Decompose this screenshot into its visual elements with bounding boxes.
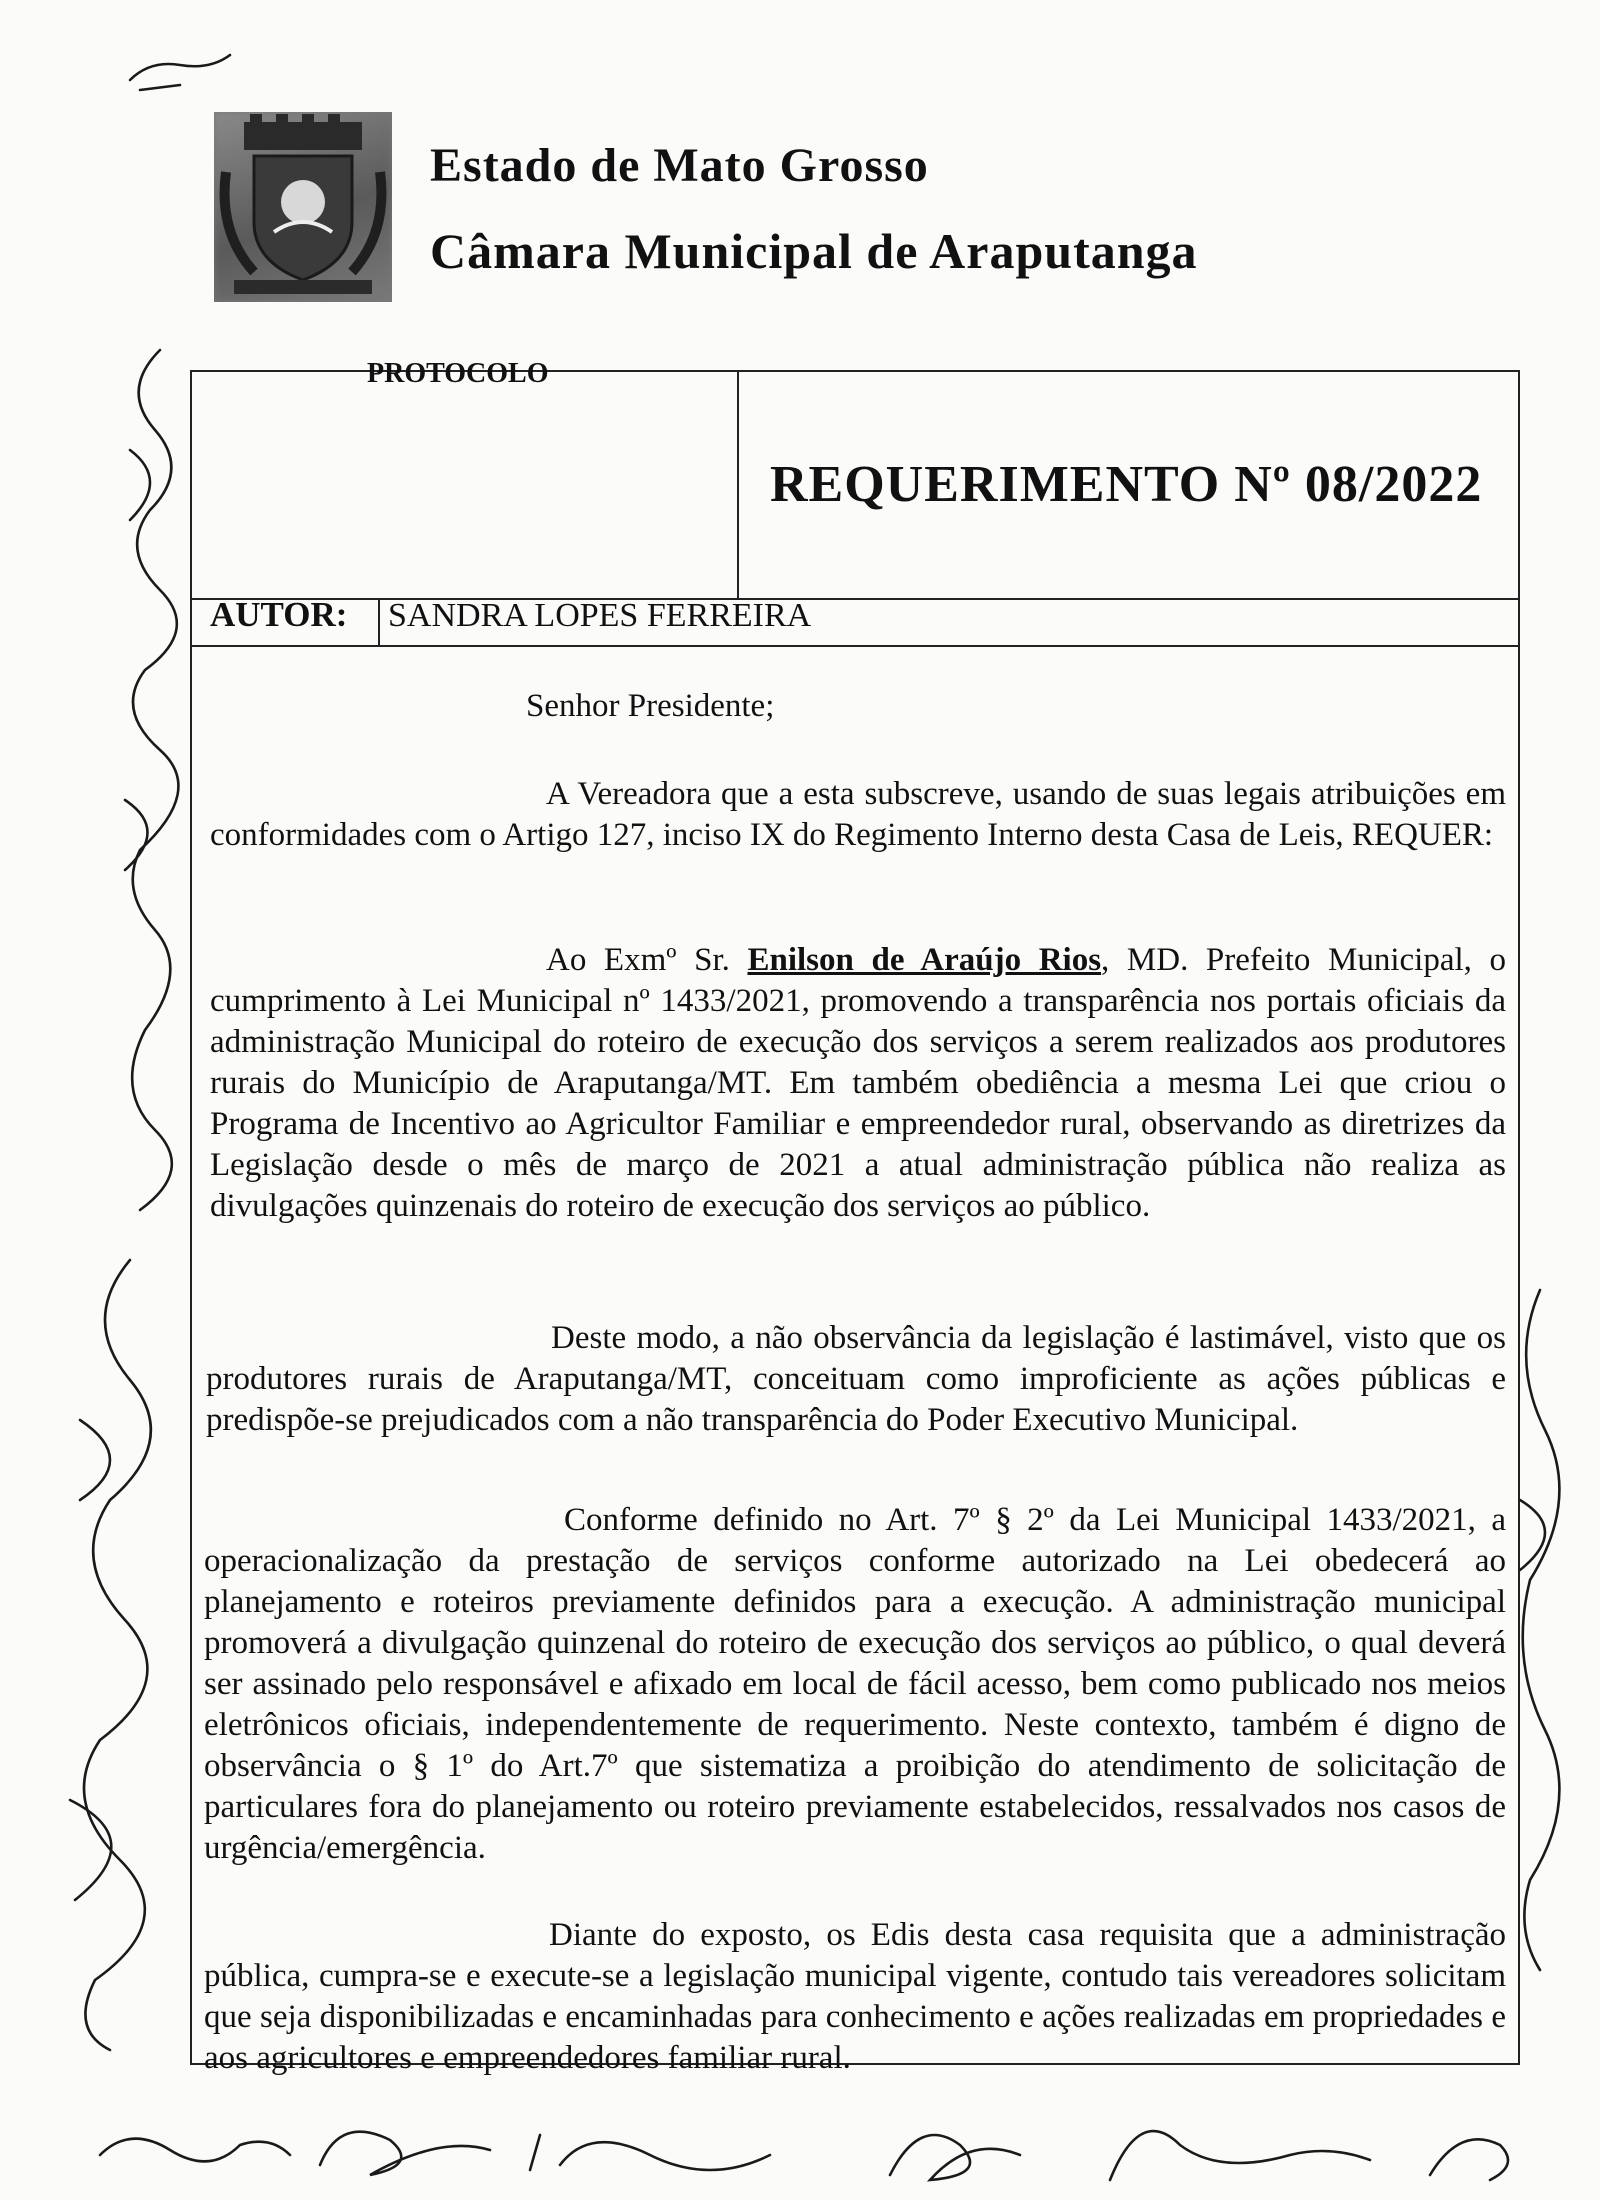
paragraph-2-rest: , MD. Prefeito Municipal, o cumprimento à Lei Municipal nº 1433/2021, promovendo a transparência nos portais oficiais da administração Municipal do roteiro de execução dos serviços a serem realizados aos produtores rurais do Município de Araputanga/MT. Em também obediência a mesma Lei que criou o Programa de Incentivo ao Agricultor Familiar e empreendedor rural, observando as diretrizes da Legislação desde o mês de março de 2021 a atual administração pública não realiza as divulgações quinzenais do roteiro de execução dos serviços ao público. [210,942,1506,1224]
paragraph-4-text: Conforme definido no Art. 7º § 2º da Lei Municipal 1433/2021, a operacionalização da prestação de serviços conforme autorizado na Lei obedecerá ao planejamento e roteiros previamente definidos para a execução. A administração municipal promoverá a divulgação quinzenal do roteiro de execução dos serviços ao público, o qual deverá ser assinado pelo responsável e afixado em local de fácil acesso, bem como publicado nos meios eletrônicos oficiais, independentemente de requerimento. Neste contexto, também é digno de observância o § 1º do Art.7º que sistematiza a proibição do atendimento de solicitação de particulares fora do planejamento ou roteiro previamente estabelecidos, ressalvados nos casos de urgência/emergência. [204,1502,1506,1866]
author-label: AUTOR: [210,595,348,634]
margin-signature-bottom [40,1240,170,2060]
corner-mark-signature [120,40,240,100]
coat-of-arms-logo [214,112,392,302]
author-name: SANDRA LOPES FERREIRA [388,597,812,634]
right-margin-signature [1500,1280,1580,1980]
header-chamber: Câmara Municipal de Araputanga [430,223,1198,279]
paragraph-2 [210,940,1506,1227]
protocol-divider [737,370,739,600]
header-state: Estado de Mato Grosso [430,139,929,192]
bottom-signatures [90,2095,1540,2195]
requirement-title: REQUERIMENTO Nº 08/2022 [770,456,1483,513]
paragraph-3-text: Deste modo, a não observância da legislação é lastimável, visto que os produtores rurais de Araputanga/MT, conceituam como improficiente as ações públicas e predispõe-se prejudicados com a não transparência do Poder Executivo Municipal. [206,1320,1506,1438]
paragraph-1-text: A Vereadora que a esta subscreve, usando de suas legais atribuições em conformidades com o Artigo 127, inciso IX do Regimento Interno desta Casa de Leis, REQUER: [210,776,1506,853]
author-row-divider [190,645,1520,647]
paragraph-1 [210,774,1506,856]
paragraph-5-text: Diante do exposto, os Edis desta casa requisita que a administração pública, cumpra-se e execute-se a legislação municipal vigente, contudo tais vereadores solicitam que seja disponibilizadas e encaminhadas para conhecimento e ações realizadas em propriedades e aos agricultores e empreendedores familiar rural. [204,1917,1506,2076]
paragraph-4 [204,1500,1506,1869]
author-divider [378,598,380,645]
margin-signature-top [100,330,190,1230]
protocol-label: PROTOCOLO [367,358,549,389]
mayor-name: Enilson de Araújo Rios [747,942,1102,978]
paragraph-5 [204,1915,1506,2079]
coat-of-arms-icon [214,112,392,302]
paragraph-3 [206,1318,1506,1441]
salutation: Senhor Presidente; [526,688,775,724]
paragraph-2-prefix: Ao Exmº Sr. [546,942,748,978]
